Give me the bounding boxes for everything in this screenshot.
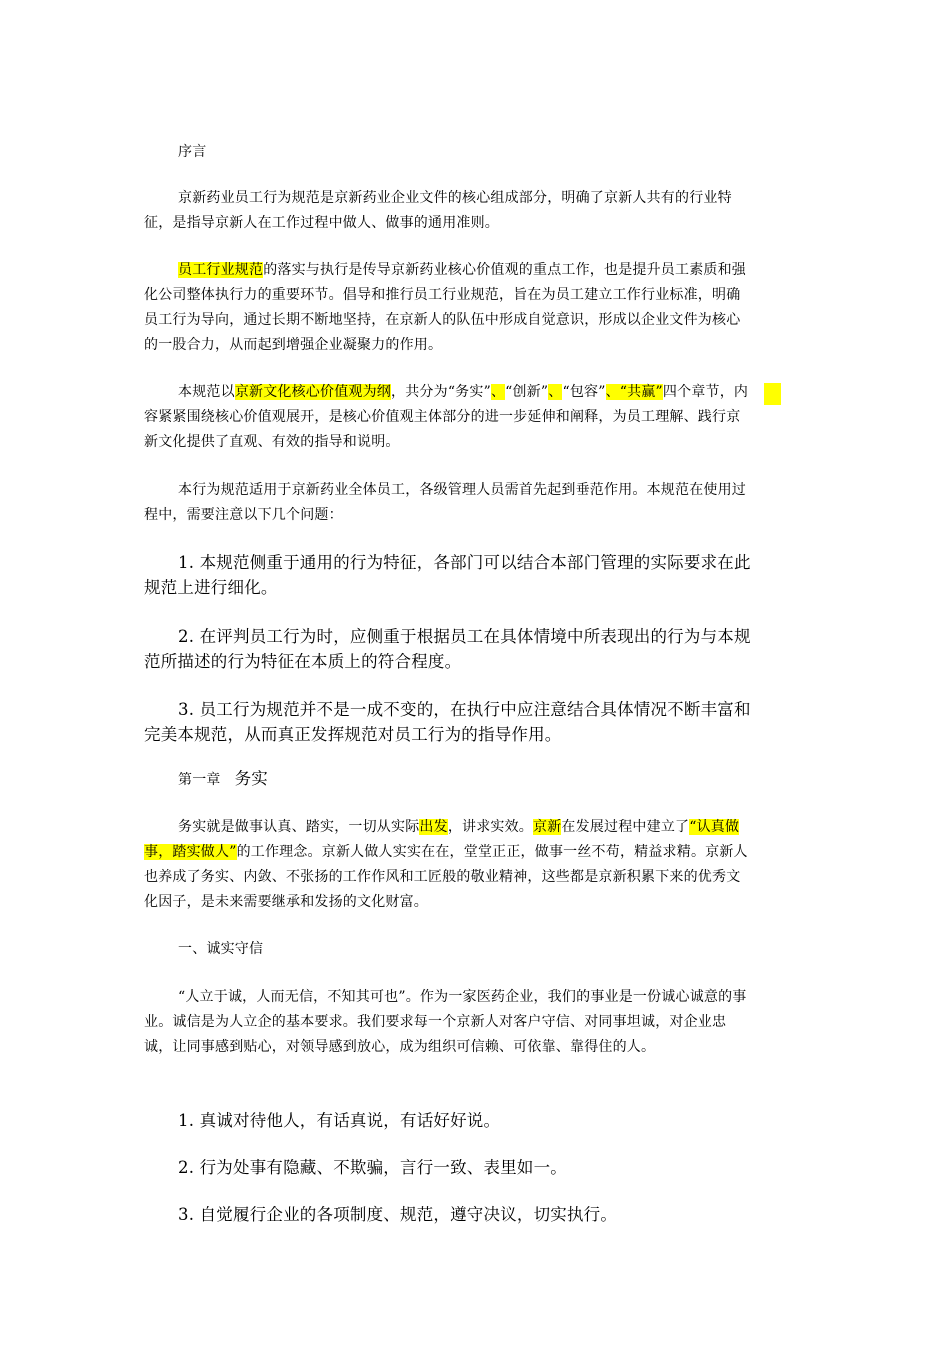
highlight: 、 — [490, 384, 506, 400]
section-paragraph-1: “人立于诚，人而无信，不知其可也”。作为一家医药企业，我们的事业是一份诚心诚意的事业。诚信是为人立企的基本要求。我们要求每一个京新人对客户守信、对同事坦诚，对企业忠诚，让同事感到贴心，对领导感到放心，成为组织可信赖、可依靠、靠得住的人。 — [144, 989, 747, 1055]
list-item: 2. 在评判员工行为时，应侧重于根据员工在具体情境中所表现出的行为与本规范所描述的行为特征在本质上的符合程度。 — [144, 627, 751, 671]
chapter-heading: 第一章 务实 — [178, 769, 269, 788]
chapter-paragraph-1: 务实就是做事认真、踏实，一切从实际出发，讲求实效。京新在发展过程中建立了“认真做事，踏实做人”的工作理念。京新人做人实实在在，堂堂正正，做事一丝不苟，精益求精。京新人也养成了务实、内敛、不张扬的工作作风和工匠般的敬业精神，这些都是京新积累下来的优秀文化因子，是未来需要继承和发扬的文化财富。 — [144, 819, 748, 910]
highlight: 员工行业规范 — [178, 262, 264, 278]
list-item: 1. 真诚对待他人，有话真说，有话好好说。 — [178, 1111, 501, 1130]
highlight: 出发 — [419, 819, 448, 835]
preface-paragraph-1: 京新药业员工行为规范是京新药业企业文件的核心组成部分，明确了京新人共有的行业特征，是指导京新人在工作过程中做人、做事的通用准则。 — [144, 190, 732, 231]
margin-highlight-mark — [764, 383, 781, 405]
preface-paragraph-2: 员工行业规范的落实与执行是传导京新药业核心价值观的重点工作，也是提升员工素质和强化公司整体执行力的重要环节。倡导和推行员工行业规范，旨在为员工建立工作行业标准，明确员工行为导向，通过长期不断地坚持，在京新人的队伍中形成自觉意识，形成以企业文件为核心的一股合力，从而起到增强企业凝聚力的作用。 — [144, 262, 747, 353]
highlight: 、 — [548, 384, 563, 400]
highlight: 京新文化核心价值观为纲 — [234, 384, 392, 400]
preface-paragraph-3: 本规范以京新文化核心价值观为纲，共分为“务实”、“创新”、“包容”、“共赢”四个章节，内容紧紧围绕核心价值观展开，是核心价值观主体部分的进一步延伸和阐释，为员工理解、践行京新文化提供了直观、有效的指导和说明。 — [144, 384, 749, 450]
section-heading: 一、诚实守信 — [178, 941, 264, 957]
highlight: 、 — [605, 384, 620, 400]
list-item: 3. 自觉履行企业的各项制度、规范，遵守决议，切实执行。 — [178, 1205, 618, 1224]
list-item: 3. 员工行为规范并不是一成不变的，在执行中应注意结合具体情况不断丰富和完美本规范，从而真正发挥规范对员工行为的指导作用。 — [144, 700, 751, 744]
list-item: 1. 本规范侧重于通用的行为特征，各部门可以结合本部门管理的实际要求在此规范上进行细化。 — [144, 553, 751, 597]
preface-paragraph-4: 本行为规范适用于京新药业全体员工，各级管理人员需首先起到垂范作用。本规范在使用过程中，需要注意以下几个问题： — [144, 482, 746, 523]
highlight: 京新 — [533, 819, 562, 835]
highlight: “认真做事，踏实做人” — [144, 819, 740, 860]
list-item: 2. 行为处事有隐藏、不欺骗，言行一致、表里如一。 — [178, 1158, 567, 1177]
highlight: “共赢” — [619, 384, 663, 400]
preface-title: 序言 — [178, 144, 207, 160]
